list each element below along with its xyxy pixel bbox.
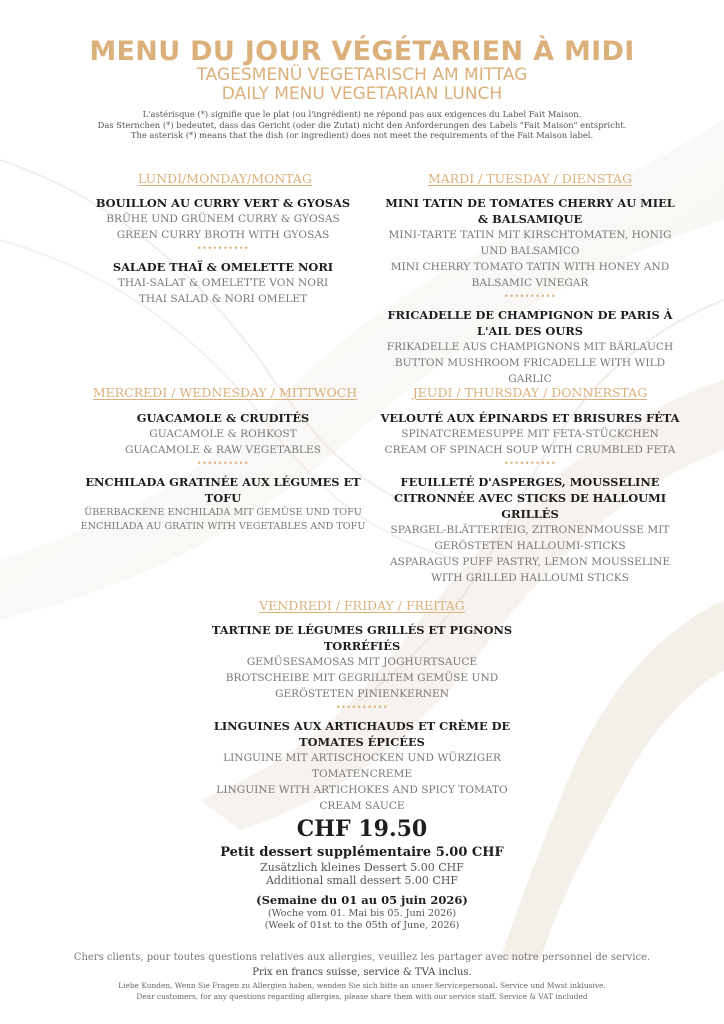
dish-translation-de: BRÜHE UND GRÜNEM CURRY & GYOSAS (106, 213, 340, 225)
day-heading-tuesday: MARDI / TUESDAY / DIENSTAG (427, 171, 633, 186)
dish-name: TARTINE DE LÉGUMES GRILLÉS ET PIGNONS TORRÉFIÉS (211, 623, 513, 653)
menu-price: CHF 19.50 (296, 816, 428, 842)
prices-note-fr: Prix en francs suisse, service & TVA inclus. (252, 967, 472, 978)
dish-name: FRICADELLE DE CHAMPIGNON DE PARIS À L'AIL DES OURS (387, 308, 673, 338)
dish-translation-de: FRIKADELLE AUS CHAMPIGNONS MIT BÄRLAUCH (386, 341, 674, 353)
dish-name: BOUILLON AU CURRY VERT & GYOSAS (95, 196, 351, 210)
note-de: Das Sternchen (*) bedeutet, dass das Gericht (oder die Zutat) nicht den Anforderungen des Labels "Fait Maison" entspricht. (97, 119, 627, 130)
week-fr: (Semaine du 01 au 05 juin 2026) (256, 893, 468, 907)
dish-name: MINI TATIN DE TOMATES CHERRY AU MIEL & BALSAMIQUE (385, 196, 675, 226)
dessert-fr: Petit dessert supplémentaire 5.00 CHF (220, 845, 504, 860)
separator: •••••••••• (503, 292, 557, 301)
dish-translation-en: LINGUINE WITH ARTICHOKES AND SPICY TOMATO CREAM SAUCE (216, 784, 508, 812)
day-heading-friday: VENDREDI / FRIDAY / FREITAG (259, 598, 465, 613)
allergy-note-de: Liebe Kunden, Wenn Sie Fragen zu Allergien haben, wenden Sie sich bitte an unser Servicepersonal. Service und Mwst inklusive. (118, 981, 606, 990)
week-info (0, 893, 724, 932)
dish-translation-de: MINI-TARTE TATIN MIT KIRSCHTOMATEN, HONIG UND BALSAMICO (388, 229, 672, 257)
separator: •••••••••• (335, 703, 389, 712)
footer (0, 950, 724, 1002)
day-block-friday (202, 622, 522, 814)
dish-name: GUACAMOLE & CRUDITÉS (136, 411, 310, 425)
day-heading-thursday: JEUDI / THURSDAY / DONNERSTAG (412, 385, 648, 400)
separator: •••••••••• (196, 459, 250, 468)
menu-title-fr: MENU DU JOUR VÉGÉTARIEN À MIDI (89, 36, 635, 67)
note-en: The asterisk (*) means that the dish (or ingredient) does not meet the requirements of the Fait Maison label. (130, 130, 594, 140)
dish-translation-en: BROTSCHEIBE MIT GEGRILLTEM GEMÜSE UND GERÖSTETEN PINIENKERNEN (225, 672, 499, 700)
allergy-note-fr: Chers clients, pour toutes questions relatives aux allergies, veuillez les partager avec notre personnel de service. (73, 952, 651, 963)
dish-name: SALADE THAÏ & OMELETTE NORI (112, 260, 334, 274)
day-block-wednesday (78, 410, 368, 534)
week-de: (Woche vom 01. Mai bis 05. Juni 2026) (267, 908, 457, 919)
separator: •••••••••• (503, 459, 557, 468)
menu-title-en: DAILY MENU VEGETARIAN LUNCH (221, 84, 503, 104)
dish-name: VELOUTÉ AUX ÉPINARDS ET BRISURES FÉTA (380, 411, 680, 425)
dish-translation-en: ASPARAGUS PUFF PASTRY, LEMON MOUSSELINE WITH GRILLED HALLOUMI STICKS (389, 556, 671, 584)
dish-translation-de: GEMÜSESAMOSAS MIT JOGHURTSAUCE (246, 656, 478, 668)
note-fr: L'astérisque (*) signifie que le plat (ou l'ingrédient) ne répond pas aux exigences du Label Fait Maison. (142, 109, 582, 119)
day-heading-wednesday: MERCREDI / WEDNESDAY / MITTWOCH (92, 385, 358, 400)
allergy-note-en: Dear customers, for any questions regarding allergies, please share them with our service staff. Service & VAT included (136, 992, 588, 1001)
dish-translation-en: ENCHILADA AU GRATIN WITH VEGETABLES AND TOFU (80, 521, 366, 532)
day-block-monday (78, 195, 368, 307)
dessert-en: Additional small dessert 5.00 CHF (265, 874, 459, 887)
dish-translation-de: GUACAMOLE & ROHKOST (149, 428, 297, 440)
dish-name: ENCHILADA GRATINÉE AUX LÉGUMES ET TOFU (85, 475, 361, 505)
dish-translation-de: ÜBERBACKENE ENCHILADA MIT GEMÜSE UND TOFU (84, 507, 362, 518)
day-heading-monday: LUNDI/MONDAY/MONTAG (138, 171, 312, 186)
dish-translation-de: SPARGEL-BLÄTTERTEIG, ZITRONENMOUSSE MIT GERÖSTETEN HALLOUMI-STICKS (390, 524, 670, 552)
dish-name: LINGUINES AUX ARTICHAUDS ET CRÈME DE TOMATES ÉPICÉES (213, 719, 511, 749)
week-en: (Week of 01st to the 05th of June, 2026) (264, 920, 460, 931)
menu-title-de: TAGESMENÜ VEGETARISCH AM MITTAG (196, 65, 528, 85)
dish-name: FEUILLETÉ D'ASPERGES, MOUSSELINE CITRONNÉE AVEC STICKS DE HALLOUMI GRILLÉS (393, 475, 667, 521)
dish-translation-en: GREEN CURRY BROTH WITH GYOSAS (116, 229, 330, 241)
dessert-info (0, 845, 724, 887)
day-block-tuesday (380, 195, 680, 387)
dish-translation-en: THAI SALAD & NORI OMELET (138, 293, 308, 305)
separator: •••••••••• (196, 244, 250, 253)
dish-translation-en: MINI CHERRY TOMATO TATIN WITH HONEY AND BALSAMIC VINEGAR (390, 261, 670, 289)
day-block-thursday (380, 410, 680, 586)
dish-translation-de: SPINATCREMESUPPE MIT FETA-STÜCKCHEN (401, 428, 659, 440)
dish-translation-en: BUTTON MUSHROOM FRICADELLE WITH WILD GARLIC (394, 357, 666, 385)
dish-translation-de: LINGUINE MIT ARTISCHOCKEN UND WÜRZIGER TOMATENCREME (223, 752, 501, 780)
dessert-de: Zusätzlich kleines Dessert 5.00 CHF (260, 861, 464, 874)
fait-maison-notes (0, 109, 724, 141)
dish-translation-de: THAI-SALAT & OMELETTE VON NORI (117, 277, 329, 289)
dish-translation-en: CREAM OF SPINACH SOUP WITH CRUMBLED FETA (384, 444, 676, 456)
dish-translation-en: GUACAMOLE & RAW VEGETABLES (125, 444, 321, 456)
